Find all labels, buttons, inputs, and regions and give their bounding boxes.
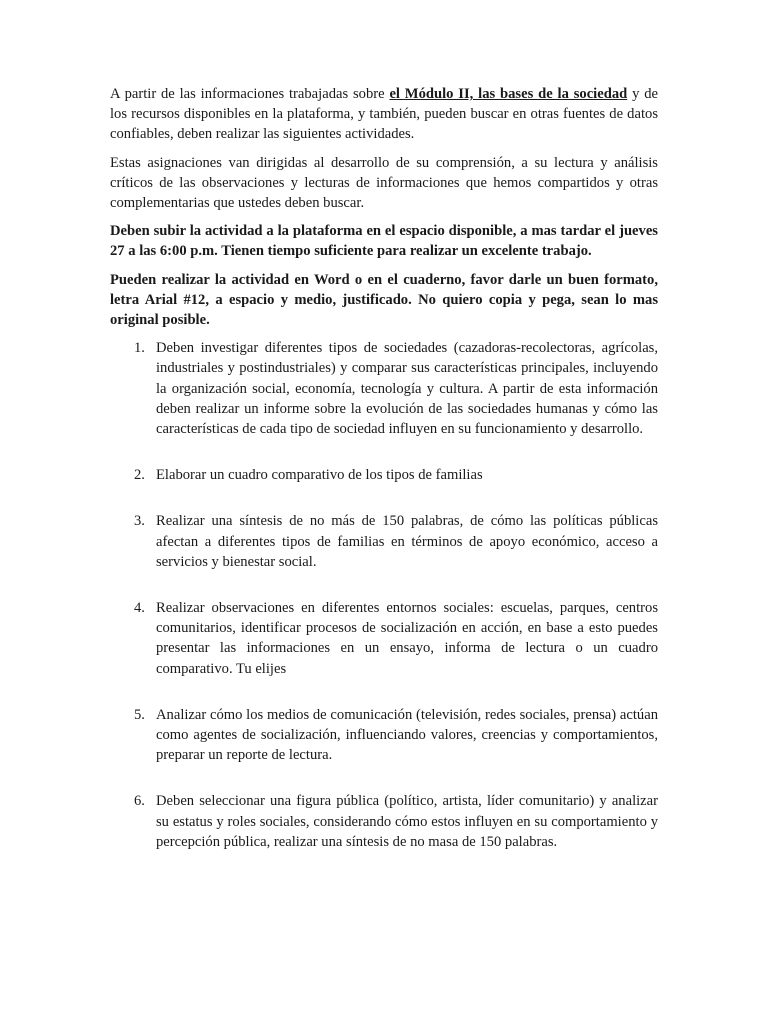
task-number: 3. xyxy=(134,513,145,530)
task-item-4 xyxy=(110,598,658,679)
task-text: Elaborar un cuadro comparativo de los tipos de familias xyxy=(156,467,483,484)
deadline-paragraph: Deben subir la actividad a la plataforma en el espacio disponible, a mas tardar el jueves 27 a las 6:00 p.m. Tienen tiempo suficiente para realizar un excelente trabajo. xyxy=(110,223,658,260)
module-title: el Módulo II, las bases de la sociedad xyxy=(389,86,628,102)
task-number: 4. xyxy=(134,600,145,617)
format-paragraph: Pueden realizar la actividad en Word o en el cuaderno, favor darle un buen formato, letra Arial #12, a espacio y medio, justificado. No quiero copia y pega, sean lo mas original posible. xyxy=(110,271,658,329)
task-number: 2. xyxy=(134,467,145,484)
task-text: Deben investigar diferentes tipos de sociedades (cazadoras-recolectoras, agrícolas, industriales y postindustriales) y comparar sus características principales, incluyendo la organización social, economía, tecnología y cultura. A partir de esta información deben realizar un informe sobre la evolución de las sociedades humanas y cómo las características de cada tipo de sociedad influyen en su funcionamiento y desarrollo. xyxy=(156,340,658,438)
task-number: 6. xyxy=(134,793,145,810)
task-text: Realizar observaciones en diferentes entornos sociales: escuelas, parques, centros comunitarios, identificar procesos de socialización en acción, en base a esto puedes presentar las informaciones en un ensayo, informa de lectura o un cuadro comparativo. Tu elijes xyxy=(156,600,658,677)
intro-text-start: A partir de las informaciones trabajadas sobre xyxy=(110,86,390,102)
task-text: Deben seleccionar una figura pública (político, artista, líder comunitario) y analizar su estatus y roles sociales, considerando cómo estos influyen en su comportamiento y percepción pública, realizar una síntesis de no masa de 150 palabras. xyxy=(156,793,658,850)
task-item-1 xyxy=(110,338,658,439)
task-item-6 xyxy=(110,791,658,852)
purpose-paragraph: Estas asignaciones van dirigidas al desarrollo de su comprensión, a su lectura y análisis críticos de las observaciones y lecturas de informaciones que hemos compartidos y otras complementarias que ustedes deben buscar. xyxy=(110,154,658,212)
task-list xyxy=(110,338,658,852)
task-item-3 xyxy=(110,511,658,572)
document-page xyxy=(110,84,658,852)
intro-paragraph xyxy=(110,84,658,145)
intro-text-end: y de los recursos disponibles en la plataforma, y también, pueden buscar en otras fuentes de datos confiables, deben realizar las siguientes actividades. xyxy=(110,86,658,143)
task-text: Realizar una síntesis de no más de 150 palabras, de cómo las políticas públicas afectan a diferentes tipos de familias en términos de apoyo económico, acceso a servicios y bienestar social. xyxy=(156,513,658,570)
task-item-2 xyxy=(110,465,658,485)
task-number: 5. xyxy=(134,706,145,723)
task-number: 1. xyxy=(134,340,145,357)
task-text: Analizar cómo los medios de comunicación (televisión, redes sociales, prensa) actúan como agentes de socialización, influenciando valores, creencias y comportamientos, preparar un reporte de lectura. xyxy=(156,706,658,764)
task-item-5 xyxy=(110,705,658,766)
